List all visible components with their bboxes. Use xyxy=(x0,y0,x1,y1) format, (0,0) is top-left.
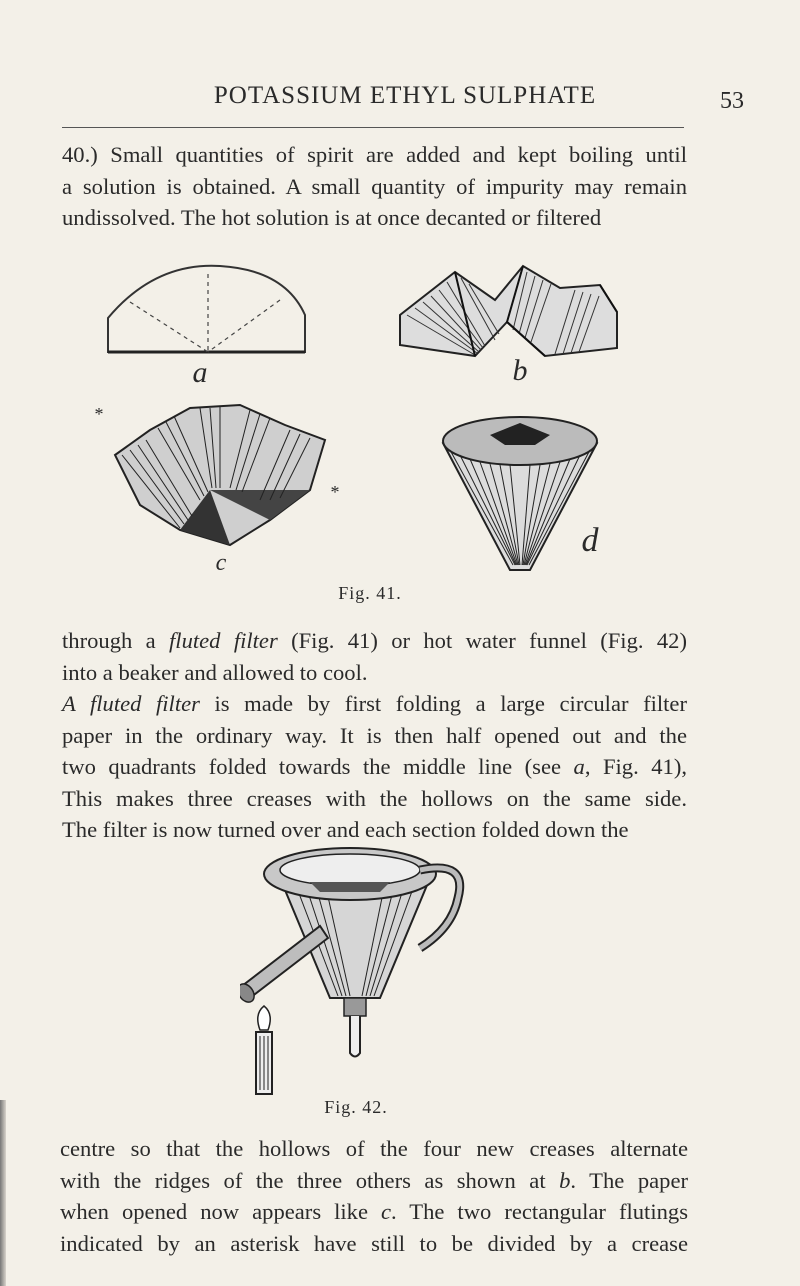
text-run: (Fig. 41) or hot water funnel (Fig. 42) xyxy=(277,628,687,653)
text-run: . The paper xyxy=(570,1167,689,1193)
figure-letter-d: d xyxy=(581,522,599,559)
figure-41b-folded-filter xyxy=(395,260,625,360)
figure-42-hot-water-funnel xyxy=(240,838,470,1100)
text-line: paper in the ordinary way. It is then half opened out and the xyxy=(62,722,687,748)
figure-42-caption: Fig. 42. xyxy=(324,1097,388,1117)
paragraph-3 xyxy=(62,688,687,846)
text-line: 40.) Small quantities of spirit are added and kept boiling until xyxy=(62,142,687,167)
running-title: POTASSIUM ETHYL SULPHATE xyxy=(213,82,597,109)
term-a-fluted-filter: A fluted filter xyxy=(62,691,200,716)
text-line xyxy=(62,625,687,657)
figure-ref-a: a xyxy=(573,754,585,779)
text-run: when opened now appears like xyxy=(60,1199,382,1224)
paragraph-2 xyxy=(62,625,687,688)
text-line xyxy=(60,1165,688,1197)
figure-ref-b: b xyxy=(559,1167,571,1193)
figure-41c-opened-filter xyxy=(110,400,330,550)
text-run: , Fig. 41), xyxy=(584,754,687,779)
asterisk-right: * xyxy=(330,482,340,502)
text-line: This makes three creases with the hollows on the same side. xyxy=(62,785,687,811)
page-binding-edge xyxy=(0,1100,6,1286)
text-line xyxy=(62,688,687,720)
page-number: 53 xyxy=(720,88,744,114)
text-line: a solution is obtained. A small quantity of impurity may remain xyxy=(62,173,687,199)
running-head xyxy=(60,82,750,122)
text-run: . The two rectangular flutings xyxy=(391,1199,688,1224)
text-line: The filter is now turned over and each section folded down the xyxy=(62,817,629,842)
text-run: through a xyxy=(62,628,170,653)
text-line: indicated by an asterisk have still to be divided by a crease xyxy=(60,1230,688,1256)
text-run: with the ridges of the three others as shown at xyxy=(60,1167,560,1193)
text-run: two quadrants folded towards the middle line (see xyxy=(62,754,574,779)
figure-41-caption: Fig. 41. xyxy=(338,583,402,603)
text-line xyxy=(60,1196,688,1228)
figure-41a-semicircle xyxy=(100,260,312,360)
figure-letter-a: a xyxy=(192,356,208,389)
paragraph-4 xyxy=(60,1133,688,1259)
figure-letter-b: b xyxy=(512,354,528,387)
text-line: centre so that the hollows of the four new creases alternate xyxy=(60,1136,688,1161)
text-line: into a beaker and allowed to cool. xyxy=(62,659,368,685)
text-run: is made by first folding a large circular filter xyxy=(199,691,687,716)
figure-41 xyxy=(90,250,650,610)
term-fluted-filter: fluted filter xyxy=(169,628,278,653)
text-line xyxy=(62,751,687,783)
header-rule xyxy=(62,127,684,128)
text-line: undissolved. The hot solution is at once decanted or filtered xyxy=(62,205,602,230)
asterisk-left: * xyxy=(94,404,104,424)
figure-ref-c: c xyxy=(381,1199,392,1224)
figure-letter-c: c xyxy=(215,550,227,576)
paragraph-1 xyxy=(62,139,687,234)
